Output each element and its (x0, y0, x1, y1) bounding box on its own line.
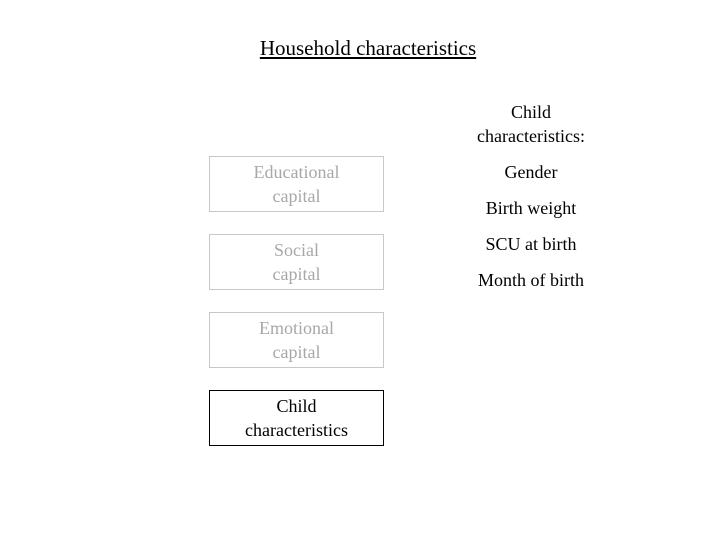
slide-title: Household characteristics (259, 36, 477, 60)
educational-capital-box: Educational capital (209, 156, 384, 212)
list-item-birth-weight: Birth weight (485, 198, 577, 218)
emotional-capital-box: Emotional capital (209, 312, 384, 368)
list-item-scu-at-birth: SCU at birth (485, 234, 577, 254)
child-characteristics-heading: Child characteristics: (477, 102, 585, 146)
child-characteristics-box: Child characteristics (209, 390, 384, 446)
list-item-month-of-birth: Month of birth (478, 270, 584, 290)
social-capital-box: Social capital (209, 234, 384, 290)
list-item-gender: Gender (504, 162, 558, 182)
